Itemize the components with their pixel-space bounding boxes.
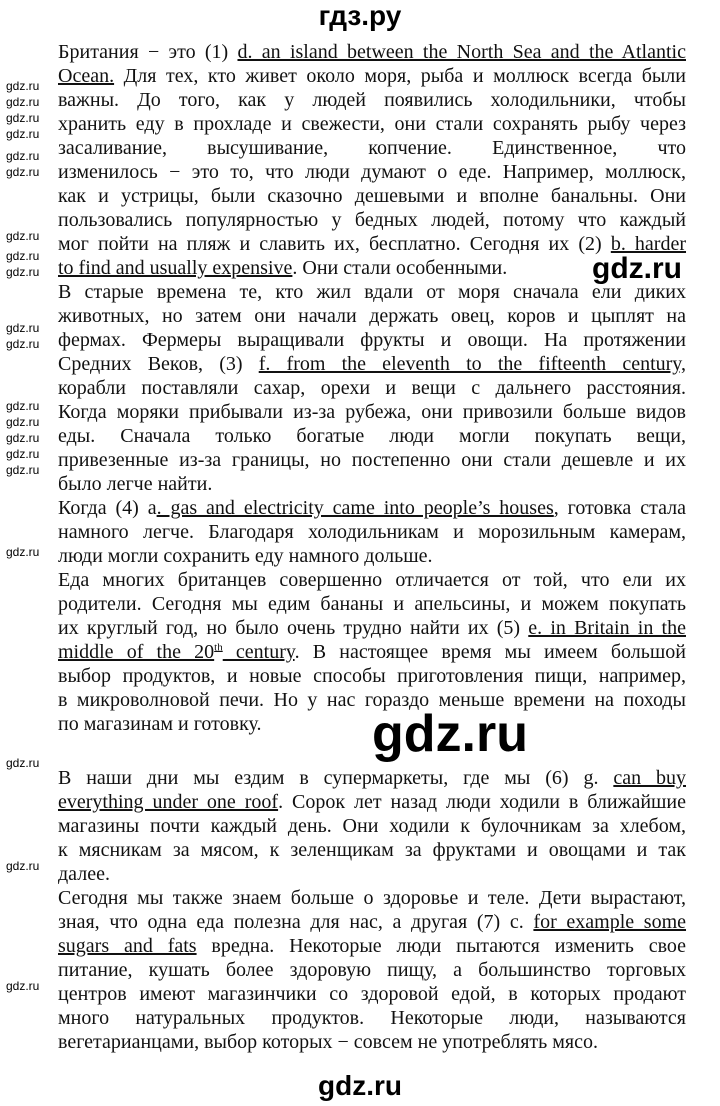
text-line [58, 448, 686, 472]
paragraph [58, 40, 686, 280]
text-line [58, 664, 686, 688]
underlined-answer: can buy [613, 767, 686, 789]
watermark-small: gdz.ru [6, 165, 40, 179]
text-segment: много натуральных продуктов. Некоторые люди, называются [58, 1007, 686, 1029]
document-body [58, 40, 686, 1054]
text-segment: Средних Веков, (3) [58, 353, 259, 375]
text-segment: Когда моряки прибывали из-за рубежа, они привозили больше видов [58, 401, 686, 423]
watermark-small: gdz.ru [6, 415, 40, 429]
underlined-answer: everything under one roof [58, 791, 279, 813]
underlined-answer: sugars and fats [58, 935, 197, 957]
text-line [58, 304, 686, 328]
text-segment: люди могли сохранить еду намного дольше. [58, 545, 433, 567]
text-segment: магазины почти каждый день. Они ходили к булочникам за хлебом, [58, 815, 686, 837]
paragraph [58, 886, 686, 1054]
watermark-small: gdz.ru [6, 149, 40, 163]
text-segment: корабли поставляли сахар, орехи и вещи с дальнего расстояния. [58, 377, 686, 399]
text-segment: засаливание, высушивание, копчение. Единственное, что [58, 137, 686, 159]
watermark-small: gdz.ru [6, 756, 40, 770]
text-line [58, 160, 686, 184]
underlined-answer: for example some [533, 911, 687, 933]
underlined-answer: to find and usually expensive [58, 257, 293, 279]
text-segment: важны. До того, как у людей появились холодильники, чтобы [58, 89, 686, 111]
paragraph [58, 280, 686, 496]
watermark-small: gdz.ru [6, 399, 40, 413]
text-line [58, 814, 686, 838]
text-line [58, 886, 686, 910]
text-segment: В старые времена те, кто жил вдали от моря сначала ели диких [58, 281, 686, 303]
text-line [58, 112, 686, 136]
watermark-small: gdz.ru [6, 463, 40, 477]
watermark-small: gdz.ru [6, 95, 40, 109]
text-segment: зная, что одна еда полезна для нас, а другая (7) c. [58, 911, 534, 933]
text-segment: по магазинам и готовку. [58, 713, 262, 735]
watermark-small: gdz.ru [6, 431, 40, 445]
text-segment: питание, кушать более здоровую пищу, а большинство торговых [58, 959, 686, 981]
text-segment: . Сорок лет назад люди ходили в ближайшие [278, 791, 686, 813]
text-segment: фермах. Фермеры выращивали фрукты и овощи. На протяжении [58, 329, 686, 351]
text-line [58, 184, 686, 208]
text-line [58, 1030, 686, 1054]
text-segment: как и устрицы, были сказочно дешевыми и вполне банальны. Они [58, 185, 686, 207]
watermark-small: gdz.ru [6, 337, 40, 351]
underlined-answer: middle of the 20 [58, 641, 215, 663]
paragraph [58, 496, 686, 568]
text-segment: Еда многих британцев совершенно отличается от той, что ели их [58, 569, 686, 591]
text-segment: , готовка стала [553, 497, 686, 519]
text-line [58, 40, 686, 64]
underlined-answer: e. in Britain in the [528, 617, 686, 639]
text-line [58, 400, 686, 424]
watermark-large: gdz.ru [372, 705, 528, 763]
watermark-small: gdz.ru [6, 127, 40, 141]
text-line [58, 1006, 686, 1030]
text-line [58, 520, 686, 544]
text-line [58, 838, 686, 862]
text-line [58, 592, 686, 616]
watermark-small: gdz.ru [6, 229, 40, 243]
text-line [58, 640, 686, 664]
footer-watermark: gdz.ru [318, 1070, 402, 1101]
text-segment: родители. Сегодня мы едим бананы и апельсины, и можем покупать [58, 593, 686, 615]
underlined-answer: b. harder [610, 233, 687, 255]
text-line [58, 934, 686, 958]
text-segment: выбор продуктов, и новые способы приготовления пищи, например, [58, 665, 686, 687]
text-line [58, 136, 686, 160]
text-line [58, 424, 686, 448]
text-line [58, 616, 686, 640]
watermark-small: gdz.ru [6, 859, 40, 873]
text-line [58, 496, 686, 520]
text-line [58, 376, 686, 400]
text-line [58, 982, 686, 1006]
text-line [58, 208, 686, 232]
text-line [58, 958, 686, 982]
text-segment: Британия − это (1) [58, 41, 238, 63]
text-segment: изменилось − это то, что люди думают о еде. Например, моллюск, [58, 161, 686, 183]
text-segment: к мясникам за мясом, к зеленщикам за фруктами и овощами и так [58, 839, 686, 861]
text-line [58, 88, 686, 112]
text-line [58, 910, 686, 934]
underlined-answer: f. from the eleventh to the fifteenth century, [258, 353, 686, 375]
text-line [58, 352, 686, 376]
watermark-small: gdz.ru [6, 321, 40, 335]
underlined-answer: . gas and electricity came into people’s houses [156, 497, 554, 519]
text-segment: пользовались популярностью у бедных людей, потому что каждый [58, 209, 686, 231]
text-line [58, 766, 686, 790]
paragraph [58, 766, 686, 886]
text-segment: далее. [58, 863, 110, 885]
text-segment: их круглый год, но было очень трудно найти их (5) [58, 617, 529, 639]
underlined-answer: th [214, 641, 223, 654]
text-segment: Сегодня мы также знаем больше о здоровье и теле. Дети вырастают, [58, 887, 686, 909]
text-segment: . Они стали особенными. [292, 257, 508, 279]
watermark-small: gdz.ru [6, 979, 40, 993]
underlined-answer: d. an island between the North Sea and the Atlantic [237, 41, 686, 63]
text-segment: привезенные из-за границы, но постепенно они стали дешевле и их [58, 449, 686, 471]
site-header-title: гдз.ру [318, 0, 402, 31]
text-segment: мог пойти на пляж и славить их, бесплатно. Сегодня их (2) [58, 233, 611, 255]
text-segment: еды. Сначала только богатые люди могли покупать вещи, [58, 425, 686, 447]
text-segment: вегетарианцами, выбор которых − совсем не употреблять мясо. [58, 1031, 598, 1053]
text-segment: Когда (4) a [58, 497, 157, 519]
text-segment: в микроволновой печи. Но у нас гораздо меньше времени на походы [58, 689, 686, 711]
watermark-small: gdz.ru [6, 545, 40, 559]
text-segment: животных, но затем они начали держать овец, коров и цыплят на [58, 305, 686, 327]
text-line [58, 790, 686, 814]
text-line [58, 862, 686, 886]
text-line [58, 544, 686, 568]
text-segment: центров имеют магазинчики со здоровой едой, в которых продают [58, 983, 686, 1005]
text-line [58, 64, 686, 88]
text-line [58, 568, 686, 592]
underlined-answer: century [222, 641, 295, 663]
text-segment: вредна. Некоторые люди пытаются изменить свое [196, 935, 687, 957]
watermark-small: gdz.ru [6, 265, 40, 279]
watermark-small: gdz.ru [6, 111, 40, 125]
watermark-small: gdz.ru [6, 249, 40, 263]
text-line [58, 328, 686, 352]
watermark-medium: gdz.ru [592, 252, 682, 285]
text-segment: было легче найти. [58, 473, 213, 495]
watermark-small: gdz.ru [6, 79, 40, 93]
watermark-small: gdz.ru [6, 447, 40, 461]
text-segment: Для тех, кто живет около моря, рыба и моллюск всегда были [114, 65, 686, 87]
text-segment: . В настоящее время мы имеем большой [294, 641, 686, 663]
text-segment: В наши дни мы ездим в супермаркеты, где мы (6) g. [58, 767, 614, 789]
text-line [58, 472, 686, 496]
text-segment: намного легче. Благодаря холодильникам и морозильным камерам, [58, 521, 686, 543]
text-segment: хранить еду в прохладе и свежести, они стали сохранять рыбу через [58, 113, 686, 135]
underlined-answer: Ocean. [58, 65, 115, 87]
